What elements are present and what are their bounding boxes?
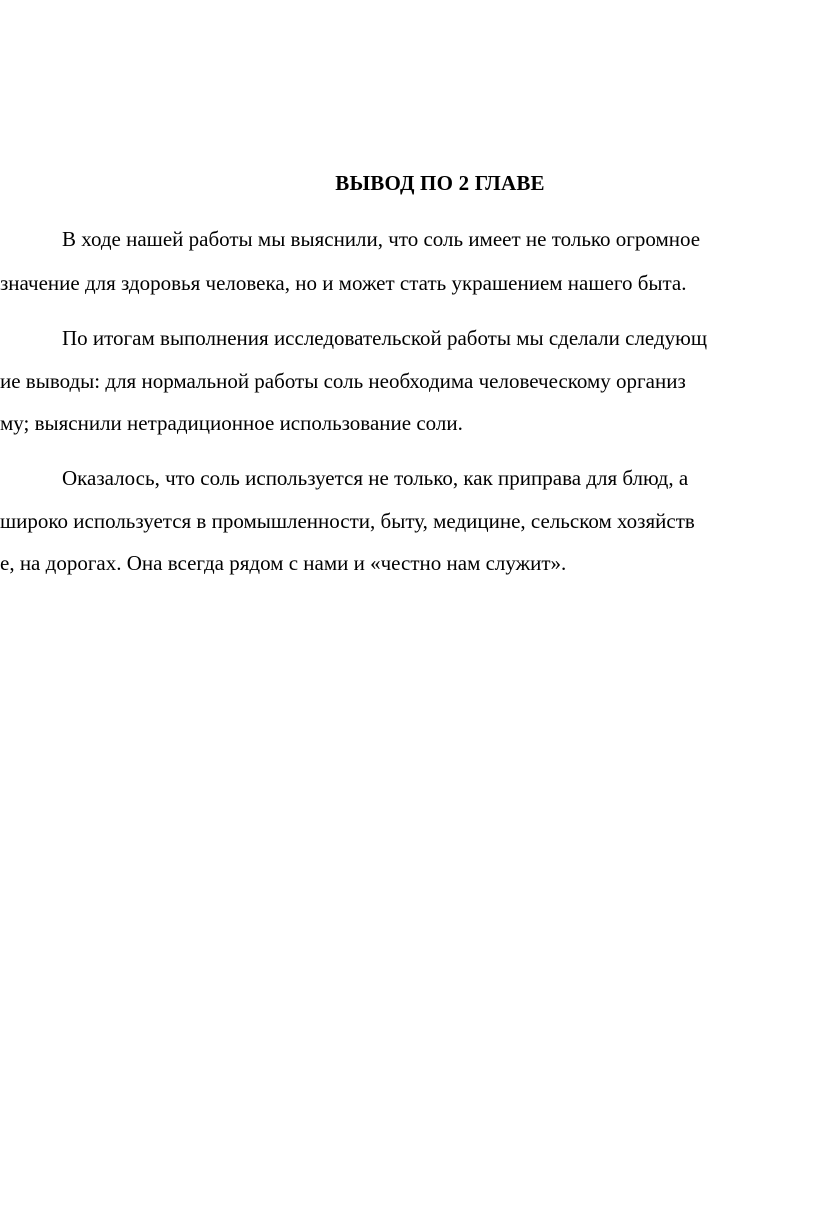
page-title: ВЫВОД ПО 2 ГЛАВЕ (335, 171, 545, 195)
paragraph-line: ие выводы: для нормальной работы соль необходима человеческому организ (0, 369, 686, 393)
paragraph-line: е, на дорогах. Она всегда рядом с нами и «честно нам служит». (0, 551, 567, 575)
paragraph-line: широко используется в промышленности, быту, медицине, сельском хозяйств (0, 509, 695, 533)
paragraph-line: В ходе нашей работы мы выяснили, что соль имеет не только огромное (62, 227, 701, 251)
paragraph-line: Оказалось, что соль используется не только, как приправа для блюд, а (62, 466, 689, 490)
paragraph-line: значение для здоровья человека, но и может стать украшением нашего быта. (0, 271, 687, 295)
paragraph-line: му; выяснили нетрадиционное использование соли. (0, 411, 463, 435)
paragraph-line: По итогам выполнения исследовательской работы мы сделали следующ (62, 326, 708, 350)
